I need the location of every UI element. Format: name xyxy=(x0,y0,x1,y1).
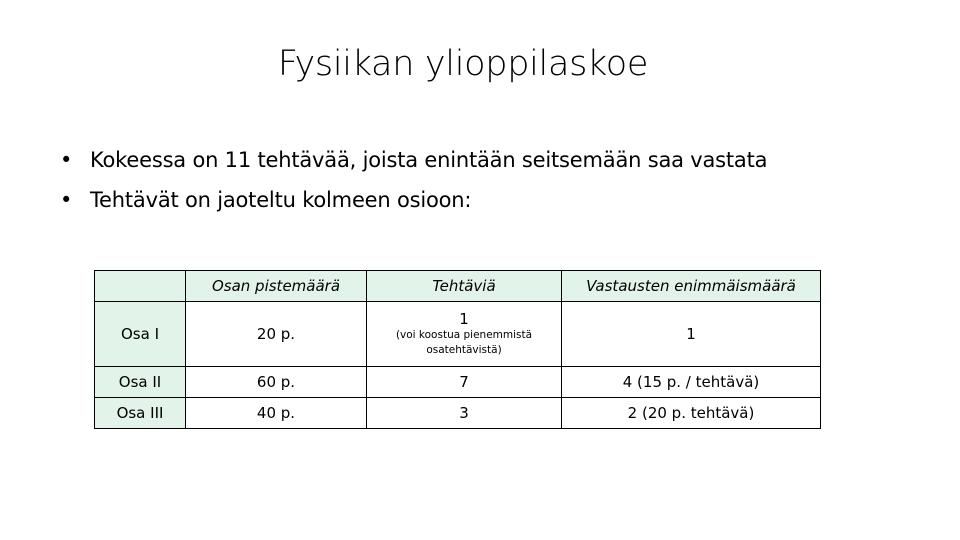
row-label: Osa I xyxy=(95,302,186,367)
max-answers-cell: 1 xyxy=(562,302,821,367)
tasks-value: 1 xyxy=(459,310,469,328)
bullet-item xyxy=(60,148,920,188)
slide-title: Fysiikan ylioppilaskoe xyxy=(277,44,649,84)
header-cell-empty xyxy=(95,271,186,302)
points-cell: 40 p. xyxy=(186,398,367,429)
tasks-cell: 3 xyxy=(367,398,562,429)
row-label: Osa III xyxy=(95,398,186,429)
bullet-item xyxy=(60,188,920,228)
points-cell: 60 p. xyxy=(186,367,367,398)
table-row xyxy=(95,367,821,398)
points-cell: 20 p. xyxy=(186,302,367,367)
max-answers-cell: 4 (15 p. / tehtävä) xyxy=(562,367,821,398)
header-cell-tasks: Tehtäviä xyxy=(367,271,562,302)
tasks-cell xyxy=(367,302,562,367)
bullet-icon: • xyxy=(60,148,73,172)
max-answers-cell: 2 (20 p. tehtävä) xyxy=(562,398,821,429)
bullet-text: Tehtävät on jaoteltu kolmeen osioon: xyxy=(90,188,472,212)
table-row xyxy=(95,398,821,429)
tasks-cell: 7 xyxy=(367,367,562,398)
bullet-list xyxy=(60,148,920,228)
header-cell-max-answers: Vastausten enimmäismäärä xyxy=(562,271,821,302)
exam-sections-table xyxy=(94,270,821,429)
bullet-text: Kokeessa on 11 tehtävää, joista enintään seitsemään saa vastata xyxy=(90,148,768,172)
table-header-row xyxy=(95,271,821,302)
row-label: Osa II xyxy=(95,367,186,398)
table-row xyxy=(95,302,821,367)
header-cell-points: Osan pistemäärä xyxy=(186,271,367,302)
bullet-icon: • xyxy=(60,188,73,212)
tasks-note: (voi koostua pienemmistä osatehtävistä) xyxy=(395,329,533,356)
